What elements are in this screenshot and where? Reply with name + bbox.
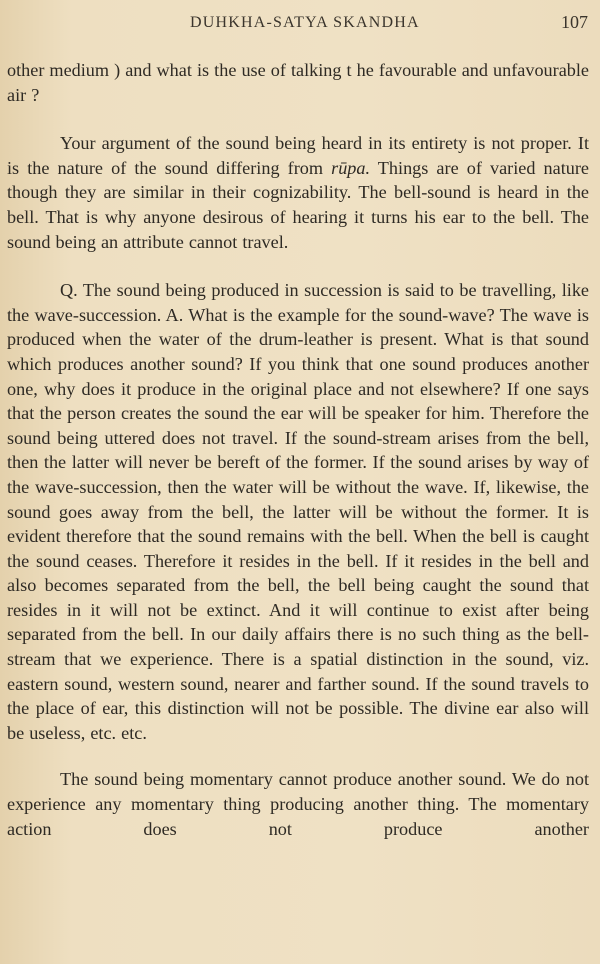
page-number: 107 [561,12,588,32]
body-text [7,58,589,841]
paragraph-2-text-after: Things are of varied nature though they are similar in their cognizability. The bell-sound is heard in the bell. That is why anyone desirous of hearing it turns his ear to the bell. The sound being an attribute cannot travel. [7,157,589,252]
paragraph-3: Q. The sound being produced in succession is said to be travelling, like the wave-succession. A. What is the example for the sound-wave? The wave is produced when the water of the drum-leather is present. What is that sound which produces another sound? If you think that one sound produces another one, why does it produce in the original place and not elsewhere? If one says that the person creates the sound the ear will be speaker for him. Therefore the sound being uttered does not travel. If the sound-stream arises from the bell, then the latter will never be bereft of the former. If the sound arises by way of the wave-succession, then the water will be without the wave. If, likewise, the sound goes away from the bell, the latter will be without the former. It is evident therefore that the sound remains with the bell. When the bell is caught the sound ceases. Therefore it resides in the bell. If it resides in the bell and also becomes separated from the bell, the bell being caught the sound that resides in it will not be extinct. And it will continue to exist after being separated from the bell. In our daily affairs there is no such thing as the bell-stream that we experience. There is a spatial distinction in the sound, viz. eastern sound, western sound, nearer and farther sound. If the sound travels to the place of ear, this distinction will not be possible. The divine ear also will be useless, etc. etc. [7,280,589,743]
paragraph-2-italic-term: rūpa. [331,157,371,178]
paragraph-4: The sound being momentary cannot produce another sound. We do not experience any momentary thing producing another thing. The momentary action does not produce another [7,769,589,839]
running-title: DUHKHA-SATYA SKANDHA [190,14,420,31]
paragraph-1: other medium ) and what is the use of talking t he favourable and unfavourable air ? [7,60,589,105]
paragraph-2-text-before: Your argument of the sound being heard in its entirety is not proper. It is the nature of the sound differing from [7,133,589,178]
paragraph-2 [7,131,589,254]
running-head [0,12,600,34]
